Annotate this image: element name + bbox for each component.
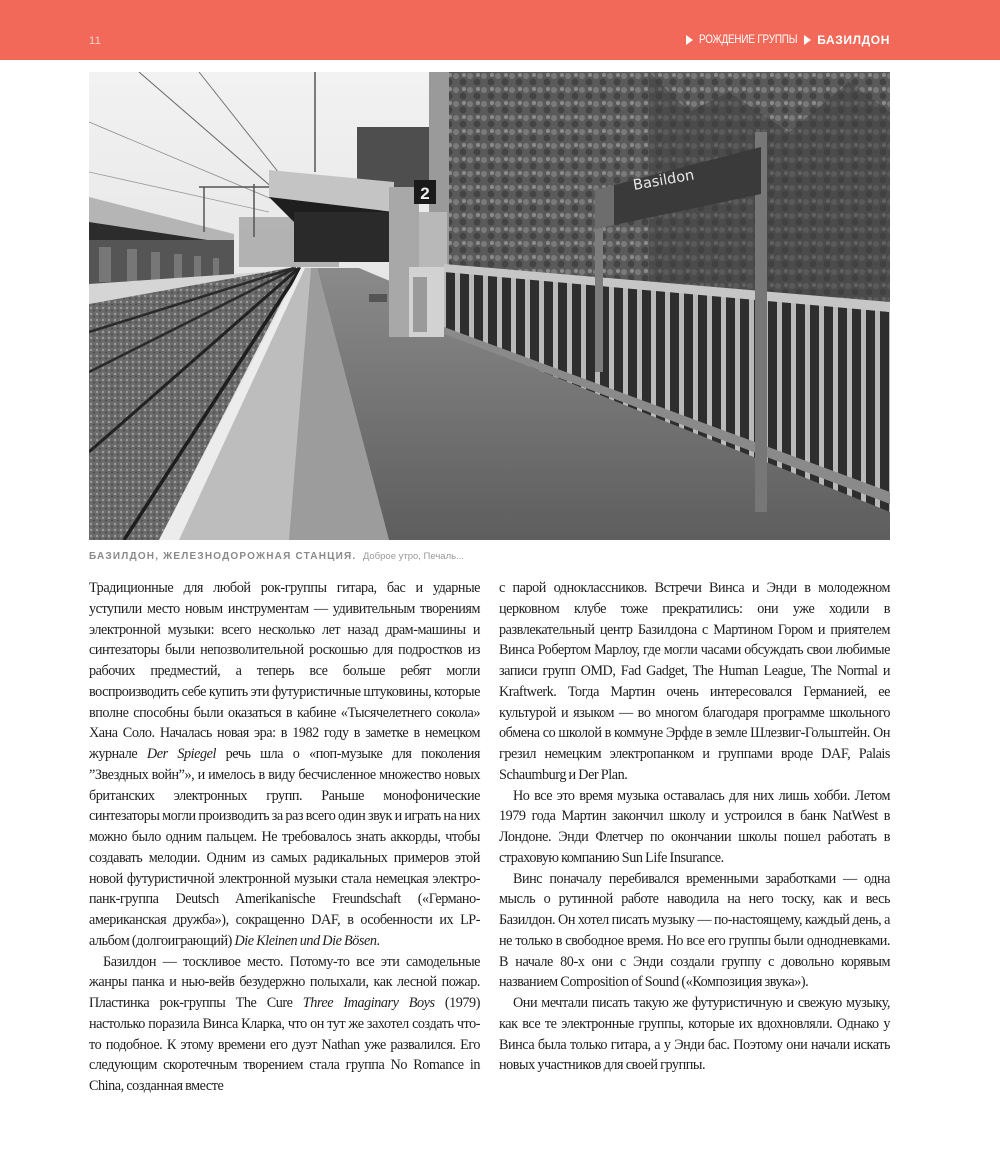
- photo-caption: [89, 546, 464, 564]
- album-title: Die Kleinen und Die Bösen: [234, 932, 377, 949]
- paragraph: Они мечтали писать такую же футуристичную и свежую музыку, как все те электронные группы, которые их вдохновляли. Однако у Винса была только гитара, а у Энди бас. Поэтому они начали искать новых участников для своей группы.: [499, 995, 890, 1074]
- paragraph: [89, 952, 480, 1097]
- body-column-left: [89, 578, 480, 1097]
- paragraph: [89, 578, 480, 952]
- body-column-right: [499, 578, 890, 1076]
- breadcrumb-current: БАЗИЛДОН: [817, 33, 890, 47]
- album-title: Three Imaginary Boys: [302, 995, 435, 1011]
- svg-text:2: 2: [420, 184, 430, 203]
- paragraph: Винс поначалу перебивался временными заработками — одна мысль о рутинной работе наводила на него тоску, как и весь Базилдон. Он хотел писать музыку — по-настоящему, каждый день, а не только в свободное время. Но все его группы были однодневками. В начале 80-х они с Энди создали группу с довольно корявым названием Composition of Sound («Композиция звука»).: [499, 870, 890, 991]
- caption-text: Доброе утро, Печаль...: [362, 551, 465, 562]
- svg-text:Basildon: Basildon: [631, 167, 696, 194]
- breadcrumb-section: РОЖДЕНИЕ ГРУППЫ: [698, 34, 798, 46]
- triangle-right-icon: [804, 35, 811, 45]
- paragraph: с парой одноклассников. Встречи Винса и Энди в молодежном церковном клубе тоже прекратились: они уже ходили в развлекательный центр Базилдона с Мартином Гором и приятелем Винса Робертом Марлоу, где могли часами обсуждать свои любимые записи групп OMD, Fad Gadget, The Human League, The Normal и Kraftwerk. Тогда Мартин очень интересовался Германией, ее культурой и языком — во многом благодаря программе школьного обмена со школой в коммуне Эрфде в земле Шлезвиг-Гольштейн. Он грезил немецким электропанком и группами вроде DAF, Palais Schaumburg и Der Plan.: [499, 580, 890, 783]
- breadcrumb: [686, 33, 890, 47]
- text-run: речь шла о «поп-музыке для поколения ”Звездных войн”», и имелось в виду бесчисленное множество новых британских электронных групп. Раньше монофонические синтезаторы могли производить за раз всего один звук и играть на них можно было одним пальцем. Не требовалось знать аккорды, чтобы создавать мелодии. Одним из самых радикальных примеров этой новой футуристичной электронной музыки стала немецкая электро-панк-группа Deutsch Amerikanische Freundschaft («Германо-американская дружба»), сокращенно DAF, в особенности их LP-альбом (долгоиграющий): [89, 746, 480, 949]
- text-run: .: [376, 932, 380, 949]
- page-number: 11: [89, 35, 102, 47]
- triangle-right-icon: [686, 35, 693, 45]
- caption-title: БАЗИЛДОН, ЖЕЛЕЗНОДОРОЖНАЯ СТАНЦИЯ.: [89, 551, 357, 562]
- text-run: Традиционные для любой рок-группы гитара, бас и ударные уступили место новым инструментам — удивительным творениям электронной музыки: всего несколько лет назад драм-машины и синтезаторы были непозволительной роскошью для подростков из рабочих предместий, а теперь все больше ребят могли воспроизводить себе купить эти футуристичные штуковины, которые вполне способны были оказаться в кабине «Тысячелетнего сокола» Хана Соло. Началась новая эра: в 1982 году в заметке в немецком журнале: [89, 580, 480, 762]
- text-run: Базилдон — тоскливое место. Потому-то все эти самодельные жанры панка и нью-вейв безудержно полыхали, как лесной пожар. Пластинка рок-группы The Cure: [89, 953, 480, 1011]
- running-header: [0, 0, 1000, 60]
- text-run: (1979) настолько поразила Винса Кларка, что он тут же захотел создать что-то подобное. К этому времени его дуэт Nathan уже развалился. Его следующим скоротечным творением стала группа No Romance in China, созданная вместе: [89, 995, 480, 1094]
- station-photo: [89, 72, 890, 540]
- magazine-title: Der Spiegel: [146, 746, 216, 762]
- paragraph: Но все это время музыка оставалась для них лишь хобби. Летом 1979 года Мартин закончил школу и устроился в банк NatWest в Лондоне. Энди Флетчер по окончании школы пошел работать в страховую компанию Sun Life Insurance.: [499, 787, 890, 866]
